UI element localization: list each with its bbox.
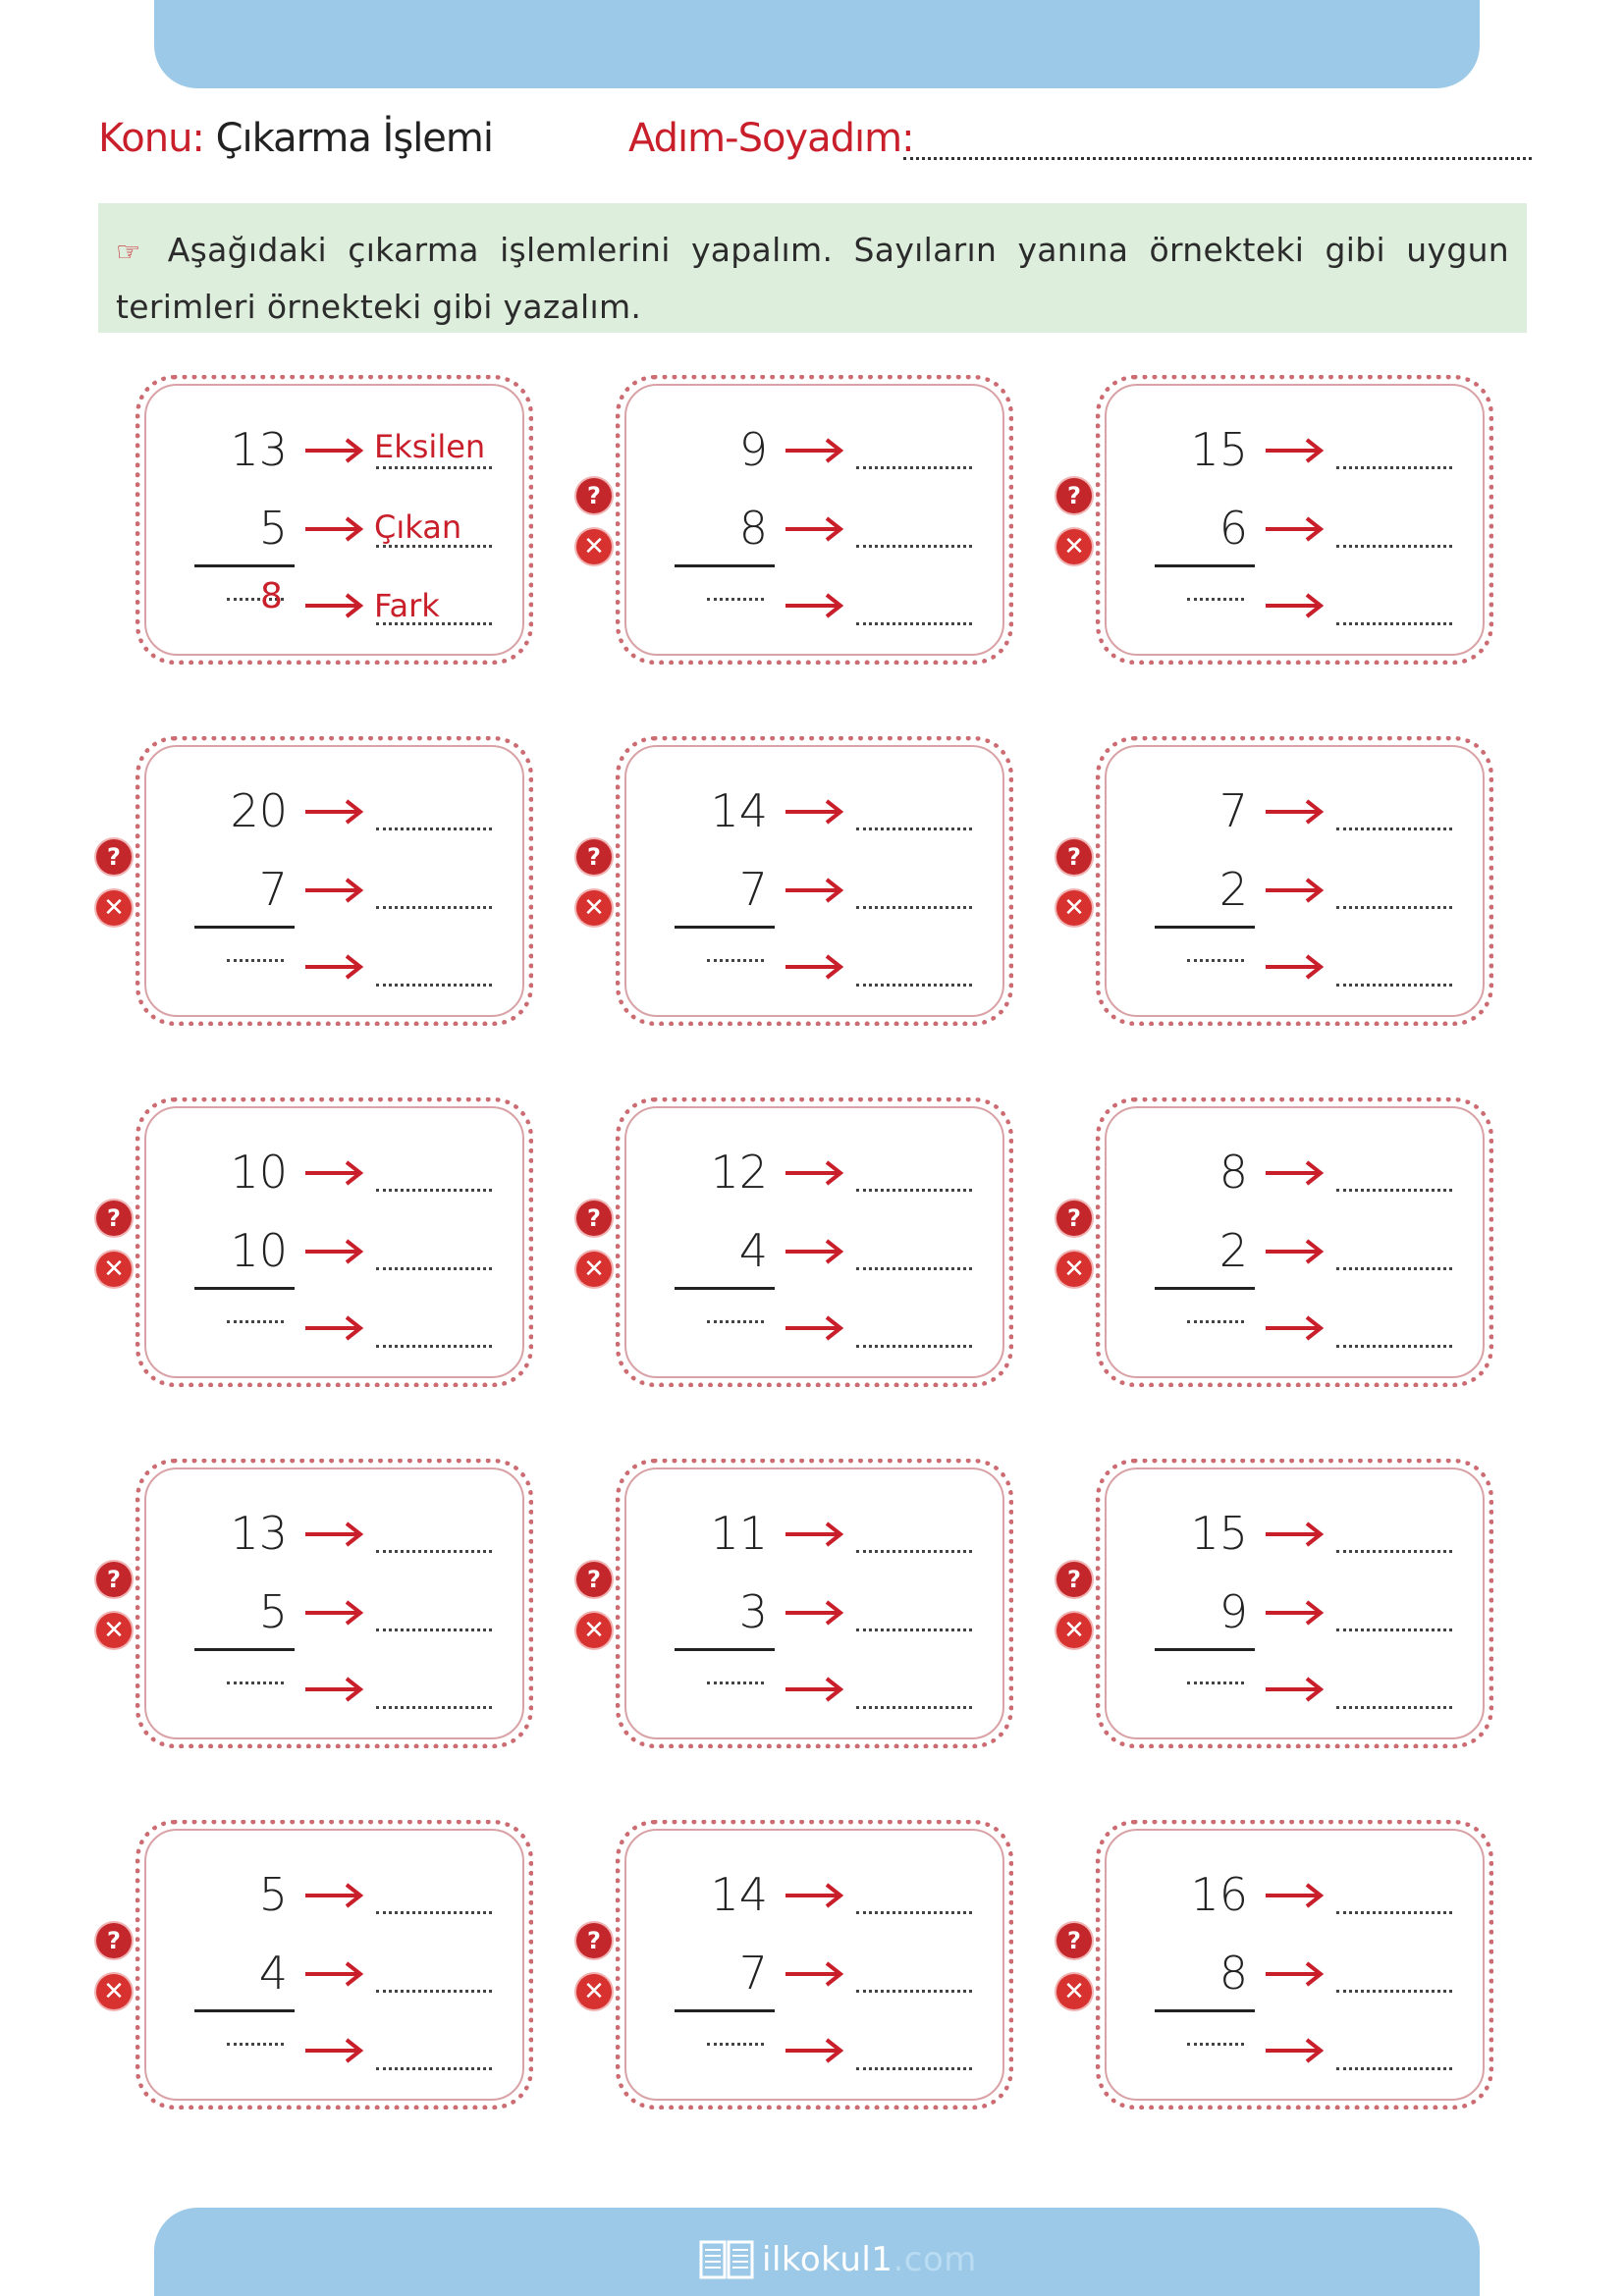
close-icon[interactable]: ✕ bbox=[96, 1252, 132, 1287]
term-input-line[interactable] bbox=[856, 828, 972, 830]
instruction-box bbox=[98, 203, 1527, 333]
close-icon[interactable]: ✕ bbox=[96, 1613, 132, 1648]
term-input-line[interactable] bbox=[1336, 1990, 1452, 1993]
minuend: 15 bbox=[1190, 423, 1248, 476]
close-icon[interactable]: ✕ bbox=[1056, 1252, 1092, 1287]
result-input-line[interactable] bbox=[707, 598, 764, 601]
top-banner bbox=[154, 0, 1480, 88]
minuend: 11 bbox=[710, 1507, 768, 1560]
result-line bbox=[227, 598, 284, 601]
term-input-line[interactable] bbox=[1336, 1345, 1452, 1348]
exercise-card bbox=[616, 1459, 1013, 1748]
term-difference: Fark bbox=[374, 587, 440, 624]
minuend: 10 bbox=[230, 1146, 288, 1199]
subtrahend: 9 bbox=[1218, 1585, 1248, 1638]
help-icon[interactable]: ? bbox=[96, 1562, 132, 1597]
minuend: 13 bbox=[230, 1507, 288, 1560]
term-input-line[interactable] bbox=[376, 828, 492, 830]
arrow-right-icon bbox=[784, 1676, 844, 1703]
close-icon[interactable]: ✕ bbox=[1056, 890, 1092, 926]
sum-line bbox=[194, 1648, 295, 1651]
example-card bbox=[135, 375, 533, 665]
subtrahend: 7 bbox=[738, 863, 768, 916]
sum-line bbox=[194, 564, 295, 567]
difference-value: 8 bbox=[260, 576, 283, 616]
result-input-line[interactable] bbox=[1187, 959, 1244, 962]
term-input-line[interactable] bbox=[1336, 1911, 1452, 1914]
result-input-line[interactable] bbox=[707, 1682, 764, 1684]
exercise-card bbox=[616, 736, 1013, 1026]
minus-sign: _ bbox=[196, 1972, 214, 2012]
sum-line bbox=[194, 2009, 295, 2012]
term-input-line[interactable] bbox=[1336, 1267, 1452, 1270]
term-input-line[interactable] bbox=[376, 906, 492, 909]
subtrahend: 7 bbox=[258, 863, 288, 916]
worksheet-header bbox=[98, 116, 1532, 175]
arrow-right-icon bbox=[784, 592, 844, 619]
term-input-line[interactable] bbox=[1336, 1189, 1452, 1192]
arrow-right-icon bbox=[1264, 1960, 1325, 1988]
arrow-right-icon bbox=[303, 515, 364, 543]
help-icon[interactable]: ? bbox=[96, 1201, 132, 1236]
close-icon[interactable]: ✕ bbox=[576, 1252, 612, 1287]
term-input-line[interactable] bbox=[856, 1911, 972, 1914]
term-input-line[interactable] bbox=[856, 622, 972, 625]
exercise-card bbox=[135, 1097, 533, 1387]
exercise-card bbox=[1096, 1097, 1493, 1387]
sum-line bbox=[675, 926, 775, 929]
close-icon[interactable]: ✕ bbox=[1056, 1974, 1092, 2009]
minus-sign: _ bbox=[196, 1250, 214, 1290]
minuend: 8 bbox=[1218, 1146, 1248, 1199]
arrow-right-icon bbox=[784, 437, 844, 464]
arrow-right-icon bbox=[303, 2037, 364, 2064]
minus-sign: _ bbox=[196, 1611, 214, 1651]
term-input-line[interactable] bbox=[856, 984, 972, 987]
close-icon[interactable]: ✕ bbox=[576, 1613, 612, 1648]
arrow-right-icon bbox=[1264, 953, 1325, 981]
name-label: Adım-Soyadım: bbox=[628, 116, 914, 161]
term-input-line[interactable] bbox=[1336, 466, 1452, 469]
minuend: 15 bbox=[1190, 1507, 1248, 1560]
term-input-line[interactable] bbox=[376, 1990, 492, 1993]
exercise-card bbox=[616, 375, 1013, 665]
close-icon[interactable]: ✕ bbox=[576, 890, 612, 926]
minuend: 9 bbox=[738, 423, 768, 476]
help-icon[interactable]: ? bbox=[576, 1201, 612, 1236]
minus-sign: _ bbox=[1157, 527, 1174, 567]
arrow-right-icon bbox=[1264, 1882, 1325, 1909]
minuend: 7 bbox=[1218, 784, 1248, 837]
subtrahend: 4 bbox=[738, 1224, 768, 1277]
term-input-line[interactable] bbox=[376, 1189, 492, 1192]
arrow-right-icon bbox=[784, 2037, 844, 2064]
arrow-right-icon bbox=[1264, 2037, 1325, 2064]
term-line bbox=[376, 622, 492, 625]
term-input-line[interactable] bbox=[1336, 906, 1452, 909]
help-icon[interactable]: ? bbox=[576, 1923, 612, 1958]
minuend: 14 bbox=[710, 784, 768, 837]
minuend: 16 bbox=[1190, 1868, 1248, 1921]
close-icon[interactable]: ✕ bbox=[96, 1974, 132, 2009]
arrow-right-icon bbox=[1264, 1159, 1325, 1187]
term-input-line[interactable] bbox=[1336, 2067, 1452, 2070]
arrow-right-icon bbox=[303, 437, 364, 464]
sum-line bbox=[1155, 1287, 1255, 1290]
term-input-line[interactable] bbox=[1336, 1629, 1452, 1631]
result-input-line[interactable] bbox=[227, 1682, 284, 1684]
arrow-right-icon bbox=[303, 953, 364, 981]
term-input-line[interactable] bbox=[1336, 1550, 1452, 1553]
term-input-line[interactable] bbox=[1336, 984, 1452, 987]
arrow-right-icon bbox=[784, 515, 844, 543]
term-line bbox=[376, 545, 492, 548]
term-input-line[interactable] bbox=[856, 1267, 972, 1270]
subtrahend: 5 bbox=[258, 1585, 288, 1638]
term-input-line[interactable] bbox=[376, 1911, 492, 1914]
subtrahend: 8 bbox=[1218, 1947, 1248, 2000]
exercise-card bbox=[1096, 1820, 1493, 2109]
minus-sign: _ bbox=[677, 1250, 694, 1290]
subtrahend: 10 bbox=[230, 1224, 288, 1277]
topic-label: Konu: bbox=[98, 116, 204, 161]
name-input-line[interactable] bbox=[903, 157, 1532, 160]
minus-sign: _ bbox=[1157, 888, 1174, 929]
result-input-line[interactable] bbox=[227, 1320, 284, 1323]
result-input-line[interactable] bbox=[1187, 2043, 1244, 2046]
arrow-right-icon bbox=[1264, 1238, 1325, 1265]
arrow-right-icon bbox=[1264, 515, 1325, 543]
result-input-line[interactable] bbox=[707, 959, 764, 962]
subtrahend: 6 bbox=[1218, 502, 1248, 555]
minus-sign: _ bbox=[677, 888, 694, 929]
arrow-right-icon bbox=[303, 1676, 364, 1703]
minus-sign: _ bbox=[1157, 1972, 1174, 2012]
minuend: 14 bbox=[710, 1868, 768, 1921]
arrow-right-icon bbox=[1264, 437, 1325, 464]
arrow-right-icon bbox=[303, 1521, 364, 1548]
help-icon[interactable]: ? bbox=[1056, 1562, 1092, 1597]
subtrahend: 2 bbox=[1218, 1224, 1248, 1277]
sum-line bbox=[1155, 926, 1255, 929]
help-icon[interactable]: ? bbox=[1056, 839, 1092, 875]
arrow-right-icon bbox=[784, 1521, 844, 1548]
subtrahend: 4 bbox=[258, 1947, 288, 2000]
result-input-line[interactable] bbox=[227, 959, 284, 962]
result-input-line[interactable] bbox=[1187, 598, 1244, 601]
sum-line bbox=[1155, 2009, 1255, 2012]
arrow-right-icon bbox=[1264, 1314, 1325, 1342]
instruction-text: Aşağıdaki çıkarma işlemlerini yapalım. Sayıların yanına örnekteki gibi uygun terimleri örnekteki gibi yazalım. bbox=[116, 231, 1510, 326]
arrow-right-icon bbox=[303, 1238, 364, 1265]
term-input-line[interactable] bbox=[856, 2067, 972, 2070]
arrow-right-icon bbox=[303, 1599, 364, 1627]
minus-sign: _ bbox=[677, 1611, 694, 1651]
help-icon[interactable]: ? bbox=[96, 1923, 132, 1958]
arrow-right-icon bbox=[784, 1314, 844, 1342]
arrow-right-icon bbox=[1264, 1676, 1325, 1703]
term-input-line[interactable] bbox=[856, 1345, 972, 1348]
sum-line bbox=[675, 564, 775, 567]
minuend: 12 bbox=[710, 1146, 768, 1199]
minuend: 13 bbox=[230, 423, 288, 476]
arrow-right-icon bbox=[303, 1314, 364, 1342]
book-icon bbox=[699, 2236, 754, 2283]
exercise-card bbox=[616, 1820, 1013, 2109]
arrow-right-icon bbox=[784, 798, 844, 826]
exercise-card bbox=[616, 1097, 1013, 1387]
subtrahend: 5 bbox=[258, 502, 288, 555]
minuend: 20 bbox=[230, 784, 288, 837]
result-input-line[interactable] bbox=[227, 2043, 284, 2046]
subtrahend: 8 bbox=[738, 502, 768, 555]
term-input-line[interactable] bbox=[856, 906, 972, 909]
arrow-right-icon bbox=[784, 1238, 844, 1265]
term-input-line[interactable] bbox=[1336, 828, 1452, 830]
exercise-card bbox=[1096, 1459, 1493, 1748]
subtrahend: 3 bbox=[738, 1585, 768, 1638]
exercise-card bbox=[1096, 375, 1493, 665]
arrow-right-icon bbox=[303, 1159, 364, 1187]
term-input-line[interactable] bbox=[1336, 622, 1452, 625]
sum-line bbox=[1155, 1648, 1255, 1651]
arrow-right-icon bbox=[784, 1159, 844, 1187]
close-icon[interactable]: ✕ bbox=[576, 529, 612, 564]
arrow-right-icon bbox=[1264, 877, 1325, 904]
close-icon[interactable]: ✕ bbox=[96, 890, 132, 926]
arrow-right-icon bbox=[303, 877, 364, 904]
close-icon[interactable]: ✕ bbox=[1056, 529, 1092, 564]
term-input-line[interactable] bbox=[856, 466, 972, 469]
term-input-line[interactable] bbox=[376, 1550, 492, 1553]
term-input-line[interactable] bbox=[376, 1345, 492, 1348]
help-icon[interactable]: ? bbox=[1056, 1201, 1092, 1236]
arrow-right-icon bbox=[784, 953, 844, 981]
help-icon[interactable]: ? bbox=[1056, 478, 1092, 513]
minus-sign: _ bbox=[1157, 1611, 1174, 1651]
sum-line bbox=[194, 926, 295, 929]
minus-sign: _ bbox=[677, 1972, 694, 2012]
exercise-card bbox=[1096, 736, 1493, 1026]
logo-main: ilkokul1 bbox=[762, 2240, 893, 2279]
help-icon[interactable]: ? bbox=[1056, 1923, 1092, 1958]
logo-text bbox=[762, 2240, 977, 2279]
term-minuend: Eksilen bbox=[374, 428, 486, 465]
minus-sign: _ bbox=[196, 888, 214, 929]
term-input-line[interactable] bbox=[376, 1706, 492, 1709]
term-input-line[interactable] bbox=[856, 1189, 972, 1192]
arrow-right-icon bbox=[784, 877, 844, 904]
arrow-right-icon bbox=[1264, 1521, 1325, 1548]
arrow-right-icon bbox=[784, 1882, 844, 1909]
topic-value: Çıkarma İşlemi bbox=[215, 116, 493, 161]
term-subtrahend: Çıkan bbox=[374, 508, 462, 546]
sum-line bbox=[1155, 564, 1255, 567]
term-input-line[interactable] bbox=[376, 1629, 492, 1631]
term-input-line[interactable] bbox=[856, 545, 972, 548]
arrow-right-icon bbox=[784, 1960, 844, 1988]
term-input-line[interactable] bbox=[376, 1267, 492, 1270]
subtrahend: 2 bbox=[1218, 863, 1248, 916]
logo-suffix: .com bbox=[893, 2240, 977, 2279]
sum-line bbox=[675, 2009, 775, 2012]
close-icon[interactable]: ✕ bbox=[576, 1974, 612, 2009]
minus-sign: _ bbox=[1157, 1250, 1174, 1290]
term-input-line[interactable] bbox=[856, 1990, 972, 1993]
sum-line bbox=[675, 1648, 775, 1651]
subtrahend: 7 bbox=[738, 1947, 768, 2000]
close-icon[interactable]: ✕ bbox=[1056, 1613, 1092, 1648]
arrow-right-icon bbox=[303, 798, 364, 826]
minuend: 5 bbox=[258, 1868, 288, 1921]
term-input-line[interactable] bbox=[856, 1706, 972, 1709]
result-input-line[interactable] bbox=[1187, 1320, 1244, 1323]
instruction-paragraph bbox=[116, 223, 1509, 335]
arrow-right-icon bbox=[303, 1882, 364, 1909]
arrow-right-icon bbox=[303, 1960, 364, 1988]
minus-sign: _ bbox=[677, 527, 694, 567]
term-input-line[interactable] bbox=[856, 1629, 972, 1631]
term-input-line[interactable] bbox=[1336, 1706, 1452, 1709]
minus-sign: _ bbox=[196, 527, 214, 567]
site-logo bbox=[699, 2236, 977, 2283]
result-input-line[interactable] bbox=[707, 2043, 764, 2046]
sum-line bbox=[194, 1287, 295, 1290]
term-input-line[interactable] bbox=[856, 1550, 972, 1553]
exercise-card bbox=[135, 1820, 533, 2109]
result-input-line[interactable] bbox=[707, 1320, 764, 1323]
term-line bbox=[376, 466, 492, 469]
arrow-right-icon bbox=[1264, 592, 1325, 619]
help-icon[interactable]: ? bbox=[576, 478, 612, 513]
topic-line bbox=[98, 116, 493, 161]
sum-line bbox=[675, 1287, 775, 1290]
term-input-line[interactable] bbox=[1336, 545, 1452, 548]
help-icon[interactable]: ? bbox=[576, 839, 612, 875]
arrow-right-icon bbox=[784, 1599, 844, 1627]
result-input-line[interactable] bbox=[1187, 1682, 1244, 1684]
arrow-right-icon bbox=[1264, 1599, 1325, 1627]
arrow-right-icon bbox=[303, 592, 364, 619]
pointing-hand-icon: ☞ bbox=[116, 236, 141, 268]
term-input-line[interactable] bbox=[376, 984, 492, 987]
term-input-line[interactable] bbox=[376, 2067, 492, 2070]
exercise-card bbox=[135, 1459, 533, 1748]
help-icon[interactable]: ? bbox=[576, 1562, 612, 1597]
help-icon[interactable]: ? bbox=[96, 839, 132, 875]
exercise-card bbox=[135, 736, 533, 1026]
arrow-right-icon bbox=[1264, 798, 1325, 826]
